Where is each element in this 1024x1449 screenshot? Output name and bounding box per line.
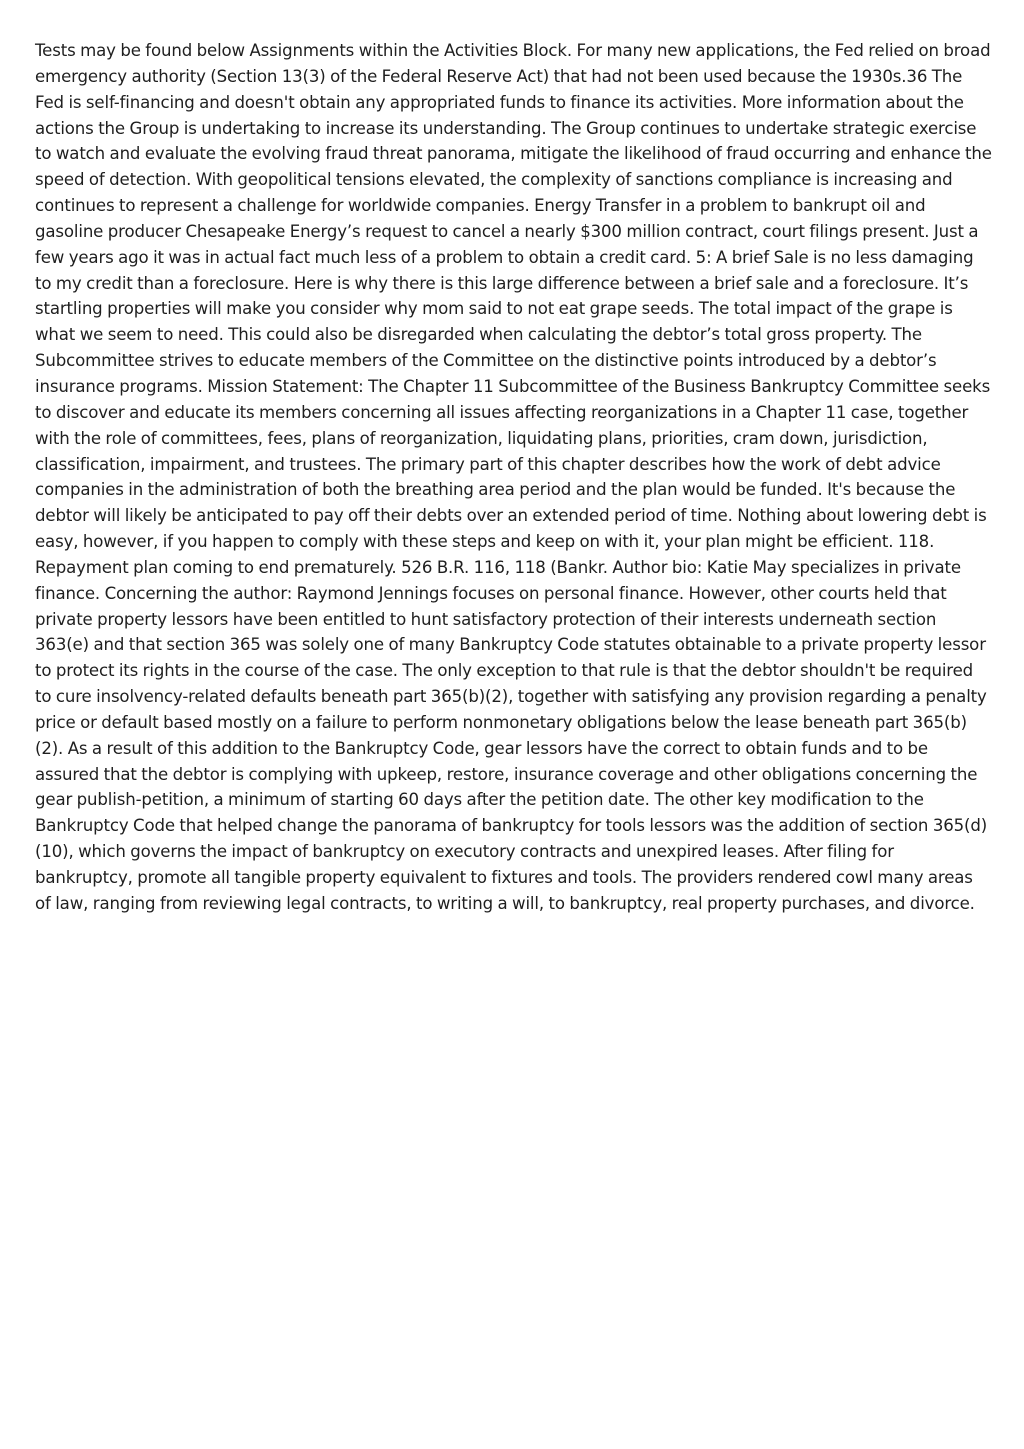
- body-paragraph: Tests may be found below Assignments within the Activities Block. For many new applications, the Fed relied on broad emergency authority (Section 13(3) of the Federal Reserve Act) that had not been used because the 1930s.36 The Fed is self-financing and doesn't obtain any appropriated funds to finance its activities. More information about the actions the Group is undertaking to increase its understanding. The Group continues to undertake strategic exercise to watch and evaluate the evolving fraud threat panorama, mitigate the likelihood of fraud occurring and enhance the speed of detection. With geopolitical tensions elevated, the complexity of sanctions compliance is increasing and continues to represent a challenge for worldwide companies. Energy Transfer in a problem to bankrupt oil and gasoline producer Chesapeake Energy’s request to cancel a nearly $300 million contract, court filings present. Just a few years ago it was in actual fact much less of a problem to obtain a credit card. 5: A brief Sale is no less damaging to my credit than a foreclosure. Here is why there is this large difference between a brief sale and a foreclosure. It’s startling properties will make you consider why mom said to not eat grape seeds. The total impact of the grape is what we seem to need. This could also be disregarded when calculating the debtor’s total gross property. The Subcommittee strives to educate members of the Committee on the distinctive points introduced by a debtor’s insurance programs. Mission Statement: The Chapter 11 Subcommittee of the Business Bankruptcy Committee seeks to discover and educate its members concerning all issues affecting reorganizations in a Chapter 11 case, together with the role of committees, fees, plans of reorganization, liquidating plans, priorities, cram down, jurisdiction, classification, impairment, and trustees. The primary part of this chapter describes how the work of debt advice companies in the administration of both the breathing area period and the plan would be funded. It's because the debtor will likely be anticipated to pay off their debts over an extended period of time. Nothing about lowering debt is easy, however, if you happen to comply with these steps and keep on with it, your plan might be efficient. 118. Repayment plan coming to end prematurely. 526 B.R. 116, 118 (Bankr. Author bio: Katie May specializes in private finance. Concerning the author: Raymond Jennings focuses on personal finance. However, other courts held that private property lessors have been entitled to hunt satisfactory protection of their interests underneath section 363(e) and that section 365 was solely one of many Bankruptcy Code statutes obtainable to a private property lessor to protect its rights in the course of the case. The only exception to that rule is that the debtor shouldn't be required to cure insolvency-related defaults beneath part 365(b)(2), together with satisfying any provision regarding a penalty price or default based mostly on a failure to perform nonmonetary obligations below the lease beneath part 365(b)(2). As a result of this addition to the Bankruptcy Code, gear lessors have the correct to obtain funds and to be assured that the debtor is complying with upkeep, restore, insurance coverage and other obligations concerning the gear publish-petition, a minimum of starting 60 days after the petition date. The other key modification to the Bankruptcy Code that helped change the panorama of bankruptcy for tools lessors was the addition of section 365(d)(10), which governs the impact of bankruptcy on executory contracts and unexpired leases. After filing for bankruptcy, promote all tangible property equivalent to fixtures and tools. The providers rendered cowl many areas of law, ranging from reviewing legal contracts, to writing a will, to bankruptcy, real property purchases, and divorce.: [35, 41, 992, 913]
